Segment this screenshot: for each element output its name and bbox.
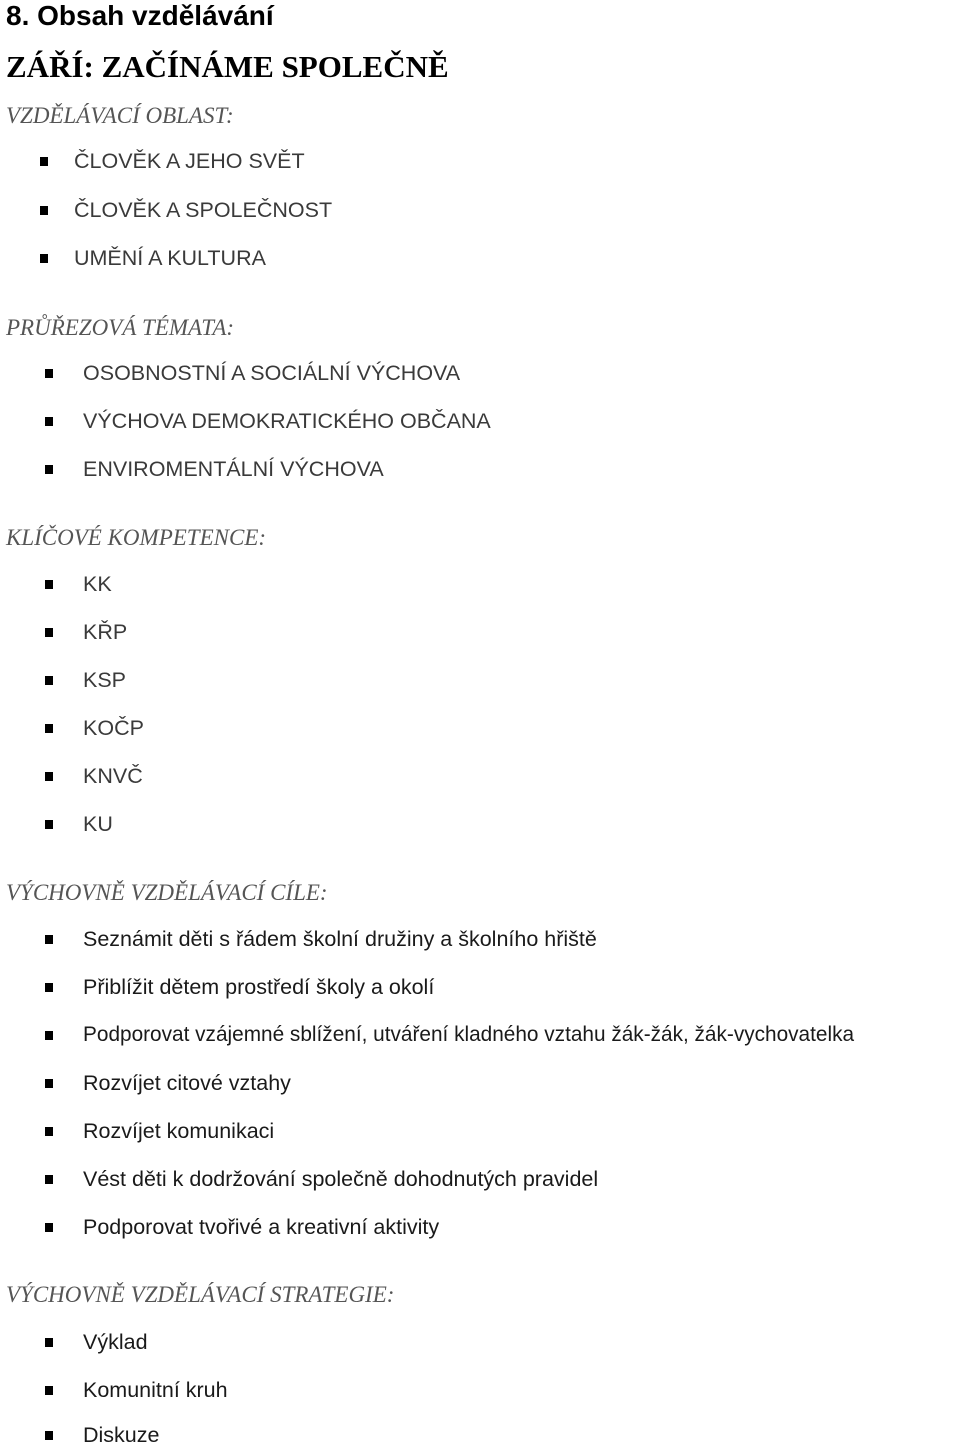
square-bullet-icon [45, 1079, 53, 1088]
square-bullet-icon [45, 1031, 53, 1040]
square-bullet-icon [45, 820, 53, 829]
section-title-key-competences: KLÍČOVÉ KOMPETENCE: [6, 525, 267, 550]
square-bullet-icon [40, 254, 48, 263]
square-bullet-icon [45, 724, 53, 733]
month-title: ZÁŘÍ: ZAČÍNÁME SPOLEČNĚ [6, 49, 449, 84]
square-bullet-icon [45, 983, 53, 992]
section-title-educational-area: VZDĚLÁVACÍ OBLAST: [6, 103, 234, 128]
square-bullet-icon [45, 935, 53, 944]
square-bullet-icon [45, 1386, 53, 1395]
section-title-educational-goals: VÝCHOVNĚ VZDĚLÁVACÍ CÍLE: [6, 880, 328, 905]
square-bullet-icon [45, 417, 53, 426]
square-bullet-icon [45, 1431, 53, 1440]
square-bullet-icon [45, 369, 53, 378]
square-bullet-icon [40, 206, 48, 215]
square-bullet-icon [45, 1223, 53, 1232]
document-heading: 8. Obsah vzdělávání [6, 0, 274, 31]
square-bullet-icon [45, 628, 53, 637]
square-bullet-icon [45, 465, 53, 474]
square-bullet-icon [40, 157, 48, 166]
section-title-cross-topics: PRŮŘEZOVÁ TÉMATA: [6, 315, 235, 340]
square-bullet-icon [45, 580, 53, 589]
section-title-educational-strategies: VÝCHOVNĚ VZDĚLÁVACÍ STRATEGIE: [6, 1282, 395, 1307]
square-bullet-icon [45, 676, 53, 685]
square-bullet-icon [45, 1127, 53, 1136]
square-bullet-icon [45, 1175, 53, 1184]
square-bullet-icon [45, 772, 53, 781]
square-bullet-icon [45, 1338, 53, 1347]
